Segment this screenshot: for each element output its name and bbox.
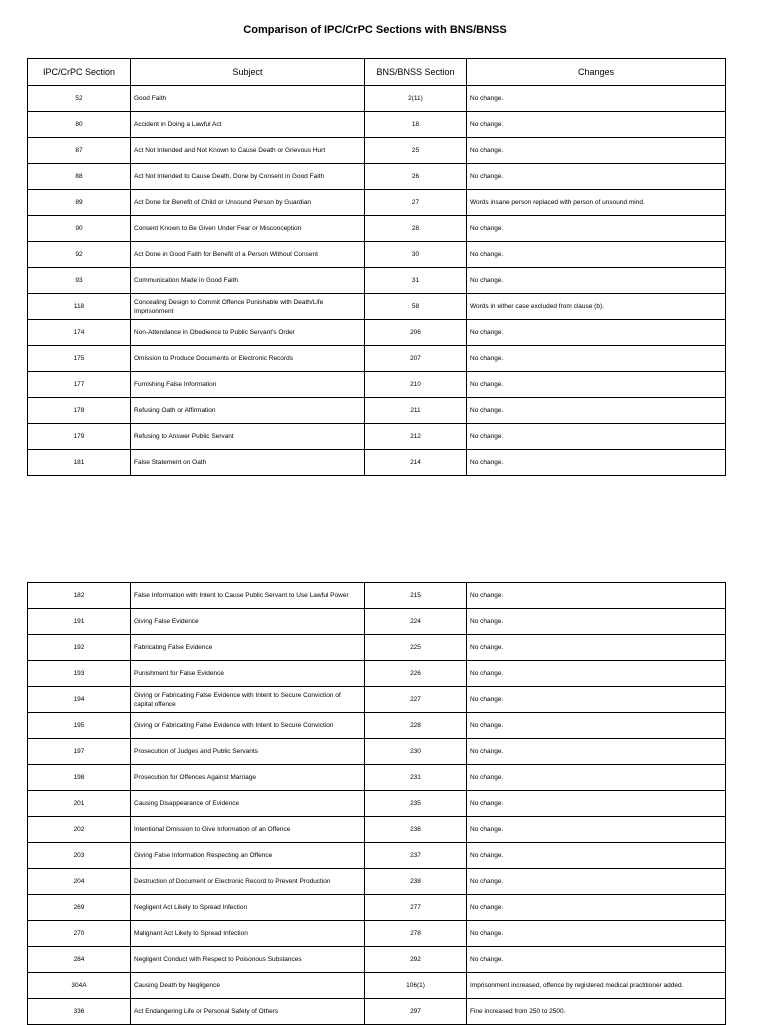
ipc-section-cell: 80 xyxy=(28,112,131,138)
ipc-section-cell: 178 xyxy=(28,398,131,424)
changes-cell: No change. xyxy=(467,635,726,661)
subject-cell: Refusing to Answer Public Servant xyxy=(131,424,365,450)
bns-section-cell: 235 xyxy=(365,791,467,817)
ipc-section-cell: 182 xyxy=(28,583,131,609)
ipc-section-cell: 269 xyxy=(28,895,131,921)
ipc-section-cell: 204 xyxy=(28,869,131,895)
changes-cell: Fine increased from 250 to 2500. xyxy=(467,999,726,1025)
changes-cell: No change. xyxy=(467,609,726,635)
changes-cell: No change. xyxy=(467,817,726,843)
ipc-section-cell: 174 xyxy=(28,320,131,346)
table-row xyxy=(28,921,726,947)
table-row xyxy=(28,999,726,1025)
ipc-section-cell: 284 xyxy=(28,947,131,973)
bns-section-cell: 2(11) xyxy=(365,86,467,112)
changes-cell: No change. xyxy=(467,739,726,765)
subject-cell: Prosecution for Offences Against Marriage xyxy=(131,765,365,791)
changes-cell: No change. xyxy=(467,947,726,973)
subject-cell: Non-Attendance in Obedience to Public Servant's Order xyxy=(131,320,365,346)
bns-section-cell: 28 xyxy=(365,216,467,242)
ipc-section-cell: 87 xyxy=(28,138,131,164)
subject-cell: Negligent Conduct with Respect to Poisonous Substances xyxy=(131,947,365,973)
bns-section-cell: 227 xyxy=(365,687,467,713)
changes-cell: No change. xyxy=(467,713,726,739)
bns-section-cell: 31 xyxy=(365,268,467,294)
bns-section-cell: 297 xyxy=(365,999,467,1025)
table-row xyxy=(28,609,726,635)
bns-section-cell: 215 xyxy=(365,583,467,609)
subject-cell: Intentional Omission to Give Information of an Offence xyxy=(131,817,365,843)
ipc-section-cell: 270 xyxy=(28,921,131,947)
bns-section-cell: 30 xyxy=(365,242,467,268)
changes-cell: No change. xyxy=(467,765,726,791)
ipc-section-cell: 181 xyxy=(28,450,131,476)
table-row xyxy=(28,268,726,294)
ipc-section-cell: 52 xyxy=(28,86,131,112)
changes-cell: No change. xyxy=(467,424,726,450)
table-header-row xyxy=(28,59,726,86)
ipc-section-cell: 175 xyxy=(28,346,131,372)
bns-section-cell: 231 xyxy=(365,765,467,791)
ipc-section-cell: 191 xyxy=(28,609,131,635)
ipc-section-cell: 336 xyxy=(28,999,131,1025)
table-row xyxy=(28,320,726,346)
table-row xyxy=(28,635,726,661)
changes-cell: Words in either case excluded from clause (b). xyxy=(467,294,726,320)
table-row xyxy=(28,164,726,190)
bns-section-cell: 292 xyxy=(365,947,467,973)
changes-cell: No change. xyxy=(467,164,726,190)
subject-cell: Malignant Act Likely to Spread Infection xyxy=(131,921,365,947)
changes-cell: No change. xyxy=(467,869,726,895)
changes-cell: No change. xyxy=(467,346,726,372)
table-row xyxy=(28,973,726,999)
changes-cell: Imprisonment increased, offence by registered medical practitioner added. xyxy=(467,973,726,999)
changes-cell: No change. xyxy=(467,372,726,398)
changes-cell: No change. xyxy=(467,921,726,947)
changes-cell: No change. xyxy=(467,138,726,164)
ipc-section-cell: 197 xyxy=(28,739,131,765)
changes-cell: No change. xyxy=(467,112,726,138)
ipc-section-cell: 92 xyxy=(28,242,131,268)
subject-cell: Consent Known to Be Given Under Fear or Misconception xyxy=(131,216,365,242)
subject-cell: Communication Made in Good Faith xyxy=(131,268,365,294)
subject-cell: Giving or Fabricating False Evidence with Intent to Secure Conviction xyxy=(131,713,365,739)
ipc-section-cell: 194 xyxy=(28,687,131,713)
changes-cell: No change. xyxy=(467,320,726,346)
subject-cell: Concealing Design to Commit Offence Punishable with Death/Life Imprisonment xyxy=(131,294,365,320)
bns-section-cell: 18 xyxy=(365,112,467,138)
ipc-section-cell: 304A xyxy=(28,973,131,999)
table-row xyxy=(28,372,726,398)
ipc-section-cell: 88 xyxy=(28,164,131,190)
ipc-section-cell: 89 xyxy=(28,190,131,216)
bns-section-cell: 26 xyxy=(365,164,467,190)
ipc-section-cell: 177 xyxy=(28,372,131,398)
table-row xyxy=(28,895,726,921)
table-row xyxy=(28,869,726,895)
bns-section-cell: 211 xyxy=(365,398,467,424)
table-row xyxy=(28,450,726,476)
changes-cell: No change. xyxy=(467,216,726,242)
changes-cell: No change. xyxy=(467,843,726,869)
table-row xyxy=(28,294,726,320)
bns-section-cell: 214 xyxy=(365,450,467,476)
bns-section-cell: 207 xyxy=(365,346,467,372)
header-bns-section: BNS/BNSS Section xyxy=(365,59,467,86)
bns-section-cell: 212 xyxy=(365,424,467,450)
table-row xyxy=(28,138,726,164)
bns-section-cell: 230 xyxy=(365,739,467,765)
subject-cell: False Statement on Oath xyxy=(131,450,365,476)
subject-cell: Act Not Intended to Cause Death, Done by Consent in Good Faith xyxy=(131,164,365,190)
ipc-section-cell: 179 xyxy=(28,424,131,450)
table-row xyxy=(28,583,726,609)
page-title: Comparison of IPC/CrPC Sections with BNS/BNSS xyxy=(243,24,507,36)
changes-cell: No change. xyxy=(467,687,726,713)
ipc-section-cell: 93 xyxy=(28,268,131,294)
table-row xyxy=(28,398,726,424)
subject-cell: Act Done in Good Faith for Benefit of a Person Without Consent xyxy=(131,242,365,268)
subject-cell: Act Done for Benefit of Child or Unsound Person by Guardian xyxy=(131,190,365,216)
subject-cell: Causing Disappearance of Evidence xyxy=(131,791,365,817)
table-row xyxy=(28,791,726,817)
table-row xyxy=(28,346,726,372)
bns-section-cell: 277 xyxy=(365,895,467,921)
table-row xyxy=(28,86,726,112)
bns-section-cell: 237 xyxy=(365,843,467,869)
changes-cell: No change. xyxy=(467,661,726,687)
header-changes: Changes xyxy=(467,59,726,86)
ipc-section-cell: 195 xyxy=(28,713,131,739)
table-row xyxy=(28,190,726,216)
changes-cell: No change. xyxy=(467,398,726,424)
bns-section-cell: 58 xyxy=(365,294,467,320)
ipc-section-cell: 202 xyxy=(28,817,131,843)
subject-cell: False Information with Intent to Cause Public Servant to Use Lawful Power xyxy=(131,583,365,609)
subject-cell: Giving or Fabricating False Evidence with Intent to Secure Conviction of capital offence xyxy=(131,687,365,713)
table-row xyxy=(28,765,726,791)
comparison-table-part-1 xyxy=(27,58,726,476)
subject-cell: Negligent Act Likely to Spread Infection xyxy=(131,895,365,921)
changes-cell: No change. xyxy=(467,450,726,476)
ipc-section-cell: 118 xyxy=(28,294,131,320)
changes-cell: No change. xyxy=(467,895,726,921)
table-row xyxy=(28,739,726,765)
subject-cell: Furnishing False Information xyxy=(131,372,365,398)
bns-section-cell: 226 xyxy=(365,661,467,687)
bns-section-cell: 236 xyxy=(365,817,467,843)
subject-cell: Act Endangering Life or Personal Safety of Others xyxy=(131,999,365,1025)
subject-cell: Destruction of Document or Electronic Record to Prevent Production xyxy=(131,869,365,895)
ipc-section-cell: 193 xyxy=(28,661,131,687)
bns-section-cell: 106(1) xyxy=(365,973,467,999)
changes-cell: No change. xyxy=(467,791,726,817)
bns-section-cell: 210 xyxy=(365,372,467,398)
changes-cell: No change. xyxy=(467,242,726,268)
ipc-section-cell: 201 xyxy=(28,791,131,817)
table-row xyxy=(28,424,726,450)
changes-cell: No change. xyxy=(467,268,726,294)
header-ipc-section: IPC/CrPC Section xyxy=(28,59,131,86)
bns-section-cell: 238 xyxy=(365,869,467,895)
subject-cell: Act Not Intended and Not Known to Cause Death or Grievous Hurt xyxy=(131,138,365,164)
subject-cell: Prosecution of Judges and Public Servants xyxy=(131,739,365,765)
subject-cell: Good Faith xyxy=(131,86,365,112)
table-row xyxy=(28,817,726,843)
bns-section-cell: 206 xyxy=(365,320,467,346)
bns-section-cell: 278 xyxy=(365,921,467,947)
table-row xyxy=(28,112,726,138)
subject-cell: Punishment for False Evidence xyxy=(131,661,365,687)
bns-section-cell: 224 xyxy=(365,609,467,635)
ipc-section-cell: 203 xyxy=(28,843,131,869)
subject-cell: Omission to Produce Documents or Electronic Records xyxy=(131,346,365,372)
table-row xyxy=(28,843,726,869)
comparison-table-part-2 xyxy=(27,582,726,1025)
table-row xyxy=(28,947,726,973)
subject-cell: Giving False Information Respecting an Offence xyxy=(131,843,365,869)
bns-section-cell: 228 xyxy=(365,713,467,739)
bns-section-cell: 25 xyxy=(365,138,467,164)
table-row xyxy=(28,242,726,268)
subject-cell: Accident in Doing a Lawful Act xyxy=(131,112,365,138)
subject-cell: Fabricating False Evidence xyxy=(131,635,365,661)
table-row xyxy=(28,687,726,713)
changes-cell: No change. xyxy=(467,583,726,609)
table-row xyxy=(28,216,726,242)
bns-section-cell: 225 xyxy=(365,635,467,661)
subject-cell: Giving False Evidence xyxy=(131,609,365,635)
changes-cell: No change. xyxy=(467,86,726,112)
ipc-section-cell: 90 xyxy=(28,216,131,242)
changes-cell: Words insane person replaced with person of unsound mind. xyxy=(467,190,726,216)
table-row xyxy=(28,661,726,687)
ipc-section-cell: 198 xyxy=(28,765,131,791)
subject-cell: Refusing Oath or Affirmation xyxy=(131,398,365,424)
bns-section-cell: 27 xyxy=(365,190,467,216)
header-subject: Subject xyxy=(131,59,365,86)
table-row xyxy=(28,713,726,739)
ipc-section-cell: 192 xyxy=(28,635,131,661)
subject-cell: Causing Death by Negligence xyxy=(131,973,365,999)
